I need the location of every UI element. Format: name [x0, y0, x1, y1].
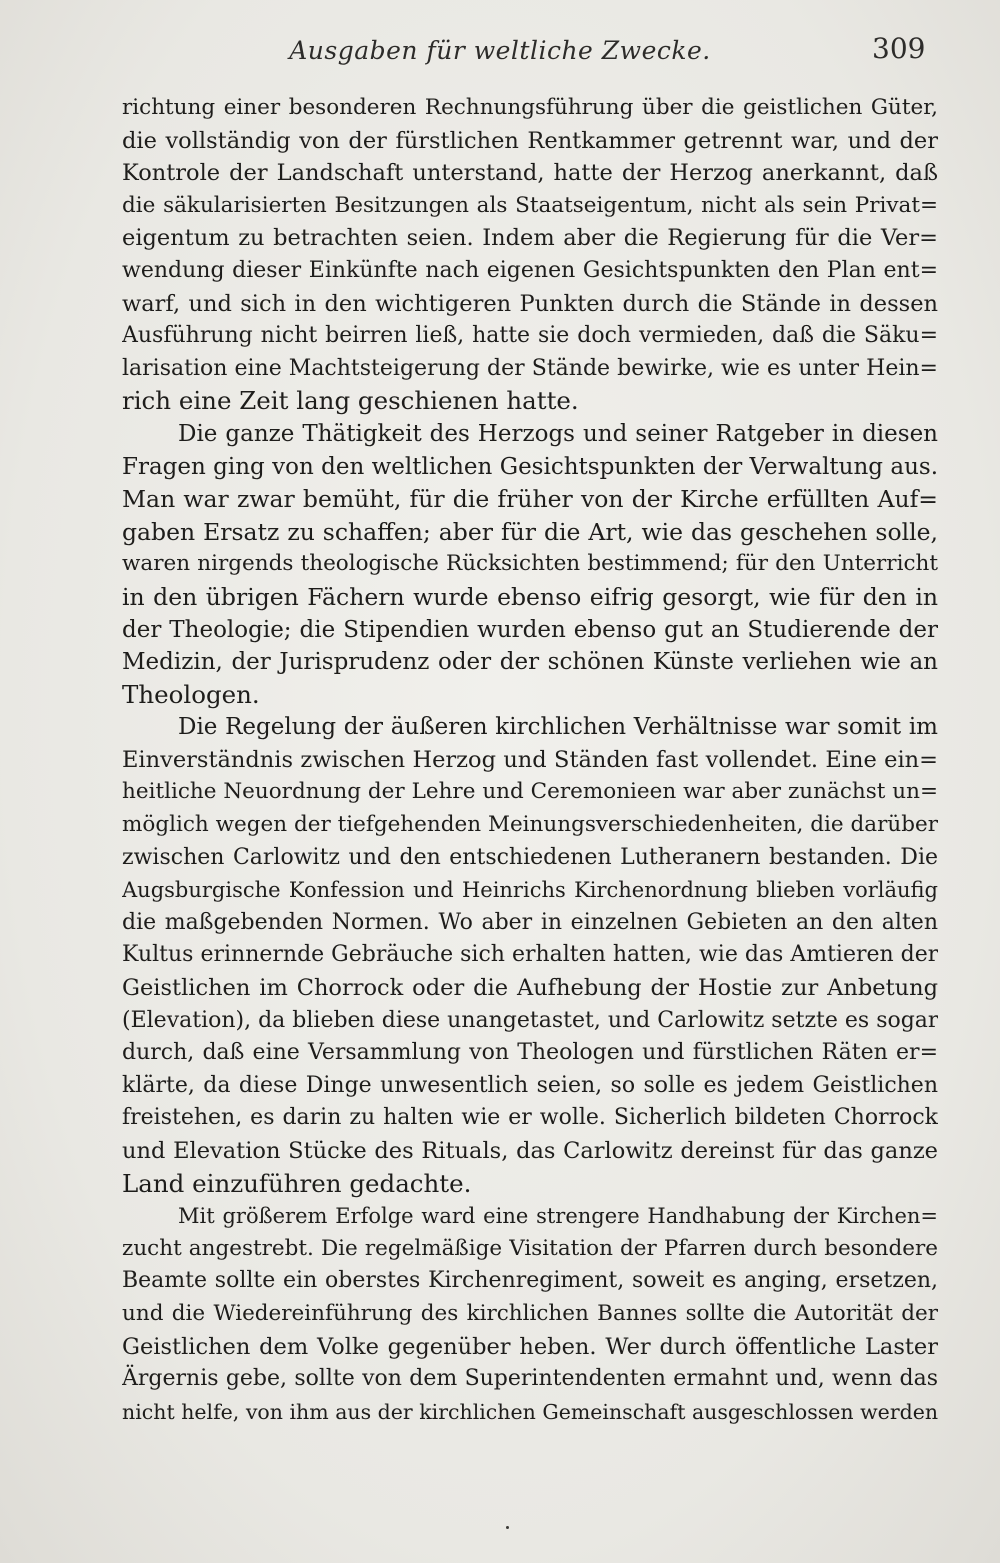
paragraph-first-line: Die ganze Thätigkeit des Herzogs und seiner Ratgeber in diesen	[178, 420, 938, 447]
text-line: heitliche Neuordnung der Lehre und Ceremonieen war aber zunächst un=	[122, 779, 938, 805]
text-line: (Elevation), da blieben diese unangetastet, und Carlowitz setzte es sogar	[122, 1007, 938, 1033]
text-line: larisation eine Machtsteigerung der Stände bewirke, wie es unter Hein=	[122, 355, 938, 381]
text-line: die säkularisierten Besitzungen als Staatseigentum, nicht als sein Privat=	[122, 192, 938, 218]
text-line: rich eine Zeit lang geschienen hatte.	[122, 386, 579, 416]
body-text	[122, 92, 938, 1428]
text-line: Man war zwar bemüht, für die früher von der Kirche erfüllten Auf=	[122, 485, 938, 514]
text-line: Theologen.	[122, 679, 260, 709]
ink-speck	[506, 1526, 509, 1529]
text-line: richtung einer besonderen Rechnungsführung über die geistlichen Güter,	[122, 95, 938, 120]
text-line: Ärgernis gebe, sollte von dem Superintendenten ermahnt und, wenn das	[122, 1366, 938, 1392]
text-line: zucht angestrebt. Die regelmäßige Visitation der Pfarren durch besondere	[122, 1235, 938, 1261]
page-number: 309	[872, 32, 926, 65]
text-line: Augsburgische Konfession und Heinrichs Kirchenordnung blieben vorläufig	[122, 878, 938, 903]
text-line: eigentum zu betrachten seien. Indem aber die Regierung für die Ver=	[122, 225, 938, 252]
text-line: zwischen Carlowitz und den entschiedenen Lutheranern bestanden. Die	[122, 844, 938, 870]
text-line: möglich wegen der tiefgehenden Meinungsverschiedenheiten, die darüber	[122, 812, 938, 838]
text-line: Ausführung nicht beirren ließ, hatte sie doch vermieden, daß die Säku=	[122, 323, 938, 349]
page-header	[0, 30, 1000, 74]
text-line: und Elevation Stücke des Rituals, das Carlowitz dereinst für das ganze	[122, 1138, 938, 1164]
text-line: Einverständnis zwischen Herzog und Ständen fast vollendet. Eine ein=	[122, 746, 938, 773]
text-line: nicht helfe, von ihm aus der kirchlichen Gemeinschaft ausgeschlossen werden	[122, 1399, 938, 1424]
text-line: waren nirgends theologische Rücksichten bestimmend; für den Unterricht	[122, 551, 938, 577]
text-line: freistehen, es darin zu halten wie er wolle. Sicherlich bildeten Chorrock	[122, 1105, 938, 1131]
text-line: die vollständig von der fürstlichen Rentkammer getrennt war, und der	[122, 127, 938, 154]
text-line: Fragen ging von den weltlichen Gesichtspunkten der Verwaltung aus.	[122, 453, 938, 480]
text-line: durch, daß eine Versammlung von Theologen und fürstlichen Räten er=	[122, 1040, 938, 1066]
paragraph-first-line: Die Regelung der äußeren kirchlichen Verhältnisse war somit im	[178, 714, 938, 741]
text-line: Geistlichen dem Volke gegenüber heben. Wer durch öffentliche Laster	[122, 1333, 938, 1360]
text-line: in den übrigen Fächern wurde ebenso eifrig gesorgt, wie für den in	[122, 582, 938, 611]
text-line: Geistlichen im Chorrock oder die Aufhebung der Hostie zur Anbetung	[122, 975, 938, 1002]
text-line: die maßgebenden Normen. Wo aber in einzelnen Gebieten an den alten	[122, 909, 938, 935]
text-line: Beamte sollte ein oberstes Kirchenregiment, soweit es anging, ersetzen,	[122, 1268, 938, 1294]
text-line: wendung dieser Einkünfte nach eigenen Gesichtspunkten den Plan ent=	[122, 257, 938, 283]
text-line: gaben Ersatz zu schaffen; aber für die Art, wie das geschehen solle,	[122, 517, 938, 546]
text-line: warf, und sich in den wichtigeren Punkten durch die Stände in dessen	[122, 290, 938, 317]
text-line: Kultus erinnernde Gebräuche sich erhalten hatten, wie das Amtieren der	[122, 942, 938, 968]
text-line: der Theologie; die Stipendien wurden ebenso gut an Studierende der	[122, 616, 938, 643]
running-title: Ausgaben für weltliche Zwecke.	[289, 36, 711, 65]
text-line: Land einzuführen gedachte.	[122, 1168, 472, 1198]
paragraph-first-line: Mit größerem Erfolge ward eine strengere Handhabung der Kirchen=	[178, 1204, 938, 1229]
text-line: und die Wiedereinführung des kirchlichen Bannes sollte die Autorität der	[122, 1300, 938, 1326]
text-line: Medizin, der Jurisprudenz oder der schönen Künste verliehen wie an	[122, 649, 938, 676]
text-line: klärte, da diese Dinge unwesentlich seien, so solle es jedem Geistlichen	[122, 1072, 938, 1098]
text-line: Kontrole der Landschaft unterstand, hatte der Herzog anerkannt, daß	[122, 160, 938, 187]
